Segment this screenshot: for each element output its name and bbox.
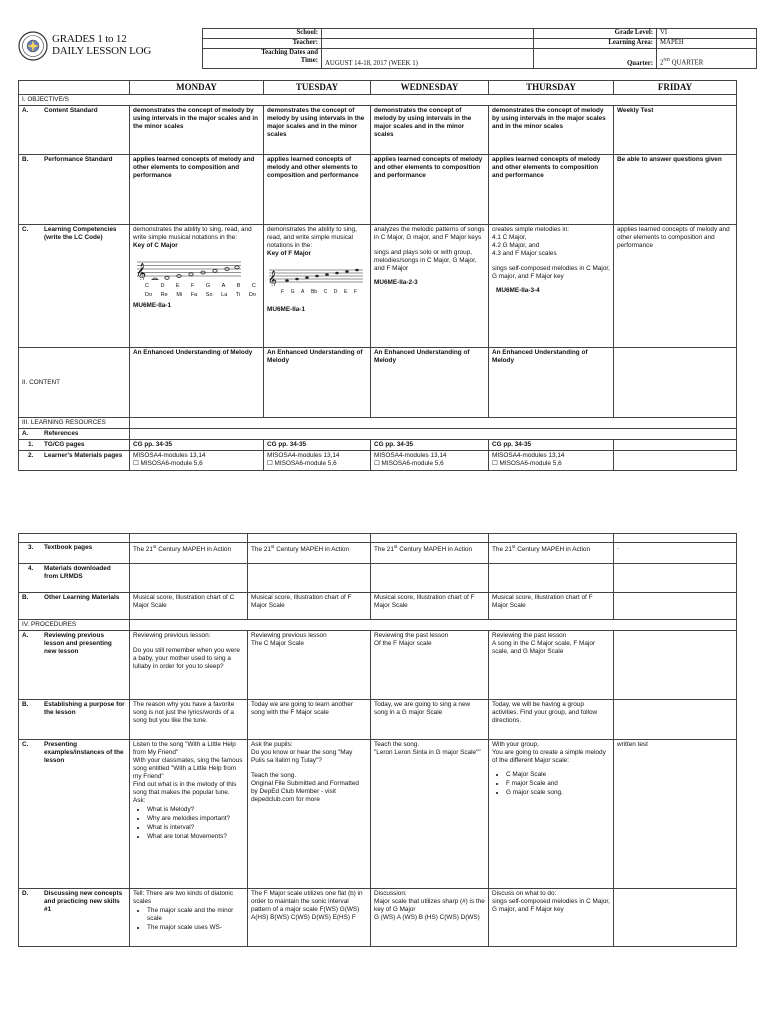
teacher-value[interactable] [322,39,534,49]
deped-seal-icon [18,31,48,61]
competencies-tuesday-key: Key of F Major [267,250,312,258]
log-title-line1: GRADES 1 to 12 [52,33,127,45]
f-note-3: A [301,289,305,296]
competencies-wednesday-text1: analyzes the melodic patterns of songs in C Major, G major, and F Major keys [374,226,485,242]
content-tuesday: An Enhanced Understanding of Melody [264,348,371,418]
content-wednesday: An Enhanced Understanding of Melody [371,348,489,418]
c-note-7: B [236,283,241,290]
competencies-monday-key: Key of C Major [133,242,178,250]
textbook-wednesday-sup: st [393,544,398,549]
tg-text: TG/CG pages [44,441,85,449]
other-materials-num: B. [22,594,29,601]
procedures-heading: IV. PROCEDURES [19,620,130,631]
grade-level-value[interactable]: VI [657,29,757,39]
continued-blank-4 [371,534,489,543]
textbook-friday: . [614,543,737,564]
review-tuesday-2: The C Major Scale [251,640,304,647]
review-tuesday-1: Reviewing previous lesson [251,632,327,639]
purpose-num: B. [22,701,29,708]
solfege-1: Do [145,292,153,299]
page-header [18,28,738,73]
examples-num: C. [22,741,29,748]
examples-tuesday-1: Ask the pupils: [251,741,293,748]
tg-label [19,440,130,451]
thu-item-2: 4.2 G Major, and [492,242,540,250]
solfege-6: La [221,292,228,299]
competencies-tuesday-code: MU6ME-IIa-1 [267,305,305,313]
purpose-text: Establishing a purpose for the lesson [44,701,125,716]
lm-thursday-line1: MISOSA4-modules 13,14 [492,452,565,460]
bullet-box-icon: ☐ [133,460,141,468]
textbook-tuesday-post: Century MAPEH in Action [274,546,350,554]
lrmds-thursday [489,564,614,593]
continued-blank-3 [248,534,371,543]
examples-wednesday-2: "Leron Leron Sinta in G major Scale"" [374,749,481,756]
tg-wednesday: CG pp. 34-35 [371,440,489,451]
examples-tuesday-4: Original File Submitted and Formatted by DepEd Club Member - visit depedclub.com for more [251,780,359,803]
day-header-monday: MONDAY [130,81,264,95]
header-info-table [202,28,757,69]
quarter-num: 2 [660,59,664,67]
textbook-wednesday-pre: The 21 [374,546,394,554]
f-major-note-names [267,289,367,295]
competencies-num: C. [22,226,29,234]
review-wednesday-1: Reviewing the past lesson [374,632,449,639]
discuss-text: Discussing new concepts and practicing new skills #1 [44,890,123,913]
examples-monday-3: Find out what is in the melody of this song that makes the popular tune. [133,781,237,796]
day-header-thursday: THURSDAY [489,81,614,95]
references-label [19,429,130,440]
examples-text: Presenting examples/instances of the lesson [44,741,124,764]
tg-tuesday: CG pp. 34-35 [264,440,371,451]
performance-standard-monday: applies learned concepts of melody and other elements to composition and performance [130,155,264,225]
purpose-monday: The reason why you have a favorite song is not just the lyrics/words of a song but you like the tune. [130,700,248,740]
learning-area-label: Learning Area: [534,39,657,49]
other-materials-tuesday: Musical score, Illustration chart of F Major Scale [248,593,371,620]
svg-text:𝄞: 𝄞 [268,270,277,287]
references-blank [130,429,737,440]
bullet-box-icon: ☐ [267,460,275,468]
examples-monday-2: With your classmates, sing the famous song entitled "With a Little Help from my Friend" [133,757,243,780]
objectives-heading: I. OBJECTIVE/S [19,95,737,106]
log-title-line2: DAILY LESSON LOG [52,45,152,57]
lm-num: 2. [28,452,34,460]
lm-wednesday [371,451,489,471]
quarter-value[interactable] [657,49,757,69]
competencies-wednesday-code: MU6ME-IIa-2-3 [374,279,418,287]
resources-heading-blank [130,418,737,429]
f-note-6: D [333,289,338,296]
examples-monday-1: Listen to the song "With a Little Help from My Friend" [133,741,236,756]
competencies-thursday-text2: sings self-composed melodies in C Major, G major, and F Major key [492,265,610,281]
quarter-label: Quarter: [534,49,657,69]
purpose-thursday: Today, we will be having a group activities. Find your group, and follow directions. [489,700,614,740]
discuss-wednesday-3: G (WS) A (WS) B (HS) C(WS) D(WS) [374,914,480,921]
textbook-wednesday [371,543,489,564]
lrmds-label [19,564,130,593]
examples-tuesday-2: Do you know or hear the song "May Pulis sa Ilalim ng Tulay"? [251,749,353,764]
examples-thursday-list [492,771,610,797]
textbook-thursday-post: Century MAPEH in Action [515,546,591,554]
review-label [19,631,130,700]
textbook-thursday [489,543,614,564]
competencies-thursday-text: creates simple melodies in: [492,226,570,234]
list-item: • Why are melodies important? [147,815,244,823]
c-note-1: C [145,283,149,290]
c-note-8: C [251,283,256,290]
log-title [52,33,151,57]
quarter-sup: ND [663,57,670,63]
review-thursday [489,631,614,700]
teaching-dates-label-line1: Teaching Dates and [261,49,318,56]
competencies-thursday-code: MU6ME-IIa-3-4 [496,287,540,295]
lm-tuesday-line1: MISOSA4-modules 13,14 [267,452,340,460]
competencies-tuesday [264,225,371,348]
solfege-7: Ti [235,292,241,299]
review-num: A. [22,632,29,639]
day-header-tuesday: TUESDAY [264,81,371,95]
other-materials-text: Other Learning Materials [44,594,120,601]
review-tuesday [248,631,371,700]
teacher-label: Teacher: [203,39,322,49]
discuss-tuesday: The F Major scale utilizes one flat (b) in order to maintain the sonic interval pattern of a major scale F(WS) G(WS) A(HS) B(WS) C(WS) D(WS) E(HS) F [248,889,371,947]
examples-tuesday [248,740,371,889]
performance-standard-friday: Be able to answer questions given [614,155,737,225]
school-value[interactable] [322,29,534,39]
lrmds-tuesday [248,564,371,593]
discuss-monday-list [133,907,244,932]
lm-wednesday-line1: MISOSA4-modules 13,14 [374,452,447,460]
content-friday [614,348,737,418]
discuss-thursday-2: sings self-composed melodies in C Major, G major, and F Major key [492,898,610,913]
tg-num: 1. [28,441,34,449]
discuss-num: D. [22,890,29,897]
discuss-wednesday-1: Discussion: [374,890,407,897]
lm-wednesday-line2 [374,460,485,468]
svg-text:𝄞: 𝄞 [136,263,147,281]
purpose-label [19,700,130,740]
examples-label [19,740,130,889]
textbook-monday-pre: The 21 [133,546,153,554]
examples-thursday [489,740,614,889]
c-note-3: E [175,283,180,290]
content-standard-tuesday: demonstrates the concept of melody by using intervals in the major scales and in the minor scales [264,106,371,155]
review-wednesday [371,631,489,700]
performance-standard-tuesday: applies learned concepts of melody and other elements to composition and performance [264,155,371,225]
continued-blank-2 [130,534,248,543]
performance-standard-thursday: applies learned concepts of melody and other elements to composition and performance [489,155,614,225]
other-materials-label [19,593,130,620]
list-item: • F major Scale and [506,780,610,788]
c-note-2: D [160,283,165,290]
content-standard-text: Content Standard [44,107,98,115]
bullet-box-icon: ☐ [492,460,500,468]
day-header-wednesday: WEDNESDAY [371,81,489,95]
review-text: Reviewing previous lesson and presenting new lesson [44,632,112,655]
purpose-wednesday: Today, we are going to sing a new song in a G major Scale [371,700,489,740]
performance-standard-wednesday: applies learned concepts of melody and other elements to composition and performance [371,155,489,225]
competencies-wednesday [371,225,489,348]
discuss-wednesday [371,889,489,947]
f-note-1: F [281,289,285,296]
textbook-monday-sup: st [152,544,157,549]
textbook-tuesday [248,543,371,564]
f-note-8: F [353,289,357,296]
textbook-monday-post: Century MAPEH in Action [156,546,232,554]
c-note-6: A [221,283,226,290]
teaching-dates-label [203,49,322,69]
examples-wednesday [371,740,489,889]
review-monday-2: Do you still remember when you were a baby, your mother used to sing a lullaby in order for you to sleep? [133,647,240,670]
textbook-num: 3. [28,544,34,551]
lm-monday-line2 [133,460,260,468]
content-standard-num: A. [22,107,29,115]
day-header-friday: FRIDAY [614,81,737,95]
discuss-friday [614,889,737,947]
competencies-tuesday-text: demonstrates the ability to sing, read, and write simple musical notations in the: [267,226,357,250]
f-note-5: C [323,289,328,296]
c-major-solfege [133,292,260,299]
lm-tuesday [264,451,371,471]
competencies-friday: applies learned concepts of melody and other elements to composition and performance [614,225,737,348]
other-materials-wednesday: Musical score, Illustration chart of F Major Scale [371,593,489,620]
review-monday-1: Reviewing previous lesson: [133,632,211,639]
f-note-4: Bb [310,289,318,296]
discuss-thursday-1: Discuss on what to do: [492,890,557,897]
examples-monday-list [133,806,244,841]
list-item: • C Major Scale [506,771,610,779]
examples-tuesday-3: Teach the song. [251,772,297,779]
content-standard-label [19,106,130,155]
competencies-monday-text: demonstrates the ability to sing, read, and write simple musical notations in the: [133,226,252,242]
textbook-label [19,543,130,564]
content-standard-thursday: demonstrates the concept of melody by using intervals in the major scales and in the minor scales [489,106,614,155]
textbook-wednesday-post: Century MAPEH in Action [397,546,473,554]
teaching-dates-label-line2: Time: [300,57,318,65]
textbook-monday [130,543,248,564]
lm-label [19,451,130,471]
performance-standard-text: Performance Standard [44,156,113,164]
textbook-tuesday-pre: The 21 [251,546,271,554]
c-major-note-names [133,283,260,290]
other-materials-thursday: Musical score, Illustration chart of F Major Scale [489,593,614,620]
list-item: • What is Melody? [147,806,244,814]
examples-monday [130,740,248,889]
lrmds-wednesday [371,564,489,593]
performance-standard-label [19,155,130,225]
c-note-4: F [191,283,195,290]
lrmds-friday [614,564,737,593]
school-label: School: [203,29,322,39]
competencies-text: Learning Competencies (write the LC Code) [44,226,117,242]
solfege-2: Re [160,292,168,299]
list-item: • What is interval? [147,824,244,832]
list-item: • G major scale song. [506,789,610,797]
continued-blank-1 [19,534,130,543]
content-standard-wednesday: demonstrates the concept of melody by using intervals in the major scales and in the minor scales [371,106,489,155]
examples-wednesday-1: Teach the song. [374,741,420,748]
purpose-friday [614,700,737,740]
list-item: • The major scale and the minor scale [147,907,244,923]
competencies-monday-code: MU6ME-IIa-1 [133,302,171,309]
lrmds-monday [130,564,248,593]
f-note-2: G [290,289,295,296]
lm-tuesday-line2-text: MISOSA6-module 5,6 [274,460,337,468]
lm-wednesday-line2-text: MISOSA6-module 5,6 [381,460,444,468]
competencies-wednesday-text2: sings and plays solo or with group, melodies/songs in C Major, G Major, and F Major [374,249,477,273]
competencies-label [19,225,130,348]
lm-monday-line1: MISOSA4-modules 13,14 [133,452,206,460]
review-thursday-1: Reviewing the past lesson [492,632,567,639]
textbook-text: Textbook pages [44,544,93,551]
discuss-monday [130,889,248,947]
thu-item-3: 4.3 and F Major scales [492,250,557,258]
references-text: References [44,430,79,438]
competencies-thursday [489,225,614,348]
bullet-box-icon: ☐ [374,460,382,468]
lm-monday [130,451,264,471]
grade-level-label: Grade Level: [534,29,657,39]
resources-heading: III. LEARNING RESOURCES [19,418,130,429]
textbook-thursday-pre: The 21 [492,546,512,554]
lm-thursday [489,451,614,471]
other-materials-monday: Musical score, Illustration chart of C Major Scale [130,593,248,620]
tg-friday [614,440,737,451]
day-header-blank [19,81,130,95]
list-item: • The major scale uses WS- [147,924,244,932]
discuss-wednesday-2: Major scale that utilizes sharp (#) is the key of G Major [374,898,485,913]
review-friday [614,631,737,700]
continued-blank-5 [489,534,614,543]
review-thursday-2: A song in the C Major scale, F Major scale, and G Major Scale [492,640,596,655]
examples-thursday-1: With your group, [492,741,539,748]
lesson-log-table [18,80,737,471]
lm-tuesday-line2 [267,460,367,468]
discuss-label [19,889,130,947]
review-wednesday-2: Of the F Major scale [374,640,432,647]
f-note-7: E [343,289,348,296]
competencies-monday [130,225,264,348]
discuss-thursday [489,889,614,947]
solfege-3: Mi [176,292,183,299]
textbook-tuesday-sup: st [270,544,275,549]
thu-item-1: 4.1 C Major, [492,234,527,242]
lm-monday-line2-text: MISOSA6-module 5,6 [140,460,203,468]
continued-blank-6 [614,534,737,543]
content-thursday: An Enhanced Understanding of Melody [489,348,614,418]
review-monday [130,631,248,700]
content-standard-monday: demonstrates the concept of melody by using intervals in the major scales and in the minor scales [130,106,264,155]
c-major-staff-icon [133,258,243,280]
teaching-dates-value[interactable]: AUGUST 14-18, 2017 (WEEK 1) [322,49,534,69]
quarter-rest: QUARTER [669,59,704,67]
lesson-log-table-continued [18,533,737,947]
solfege-4: Fa [190,292,198,299]
solfege-5: So [205,292,213,299]
content-standard-friday: Weekly Test [614,106,737,155]
procedures-heading-blank [130,620,737,631]
other-materials-friday [614,593,737,620]
lrmds-num: 4. [28,565,34,572]
tg-thursday: CG pp. 34-35 [489,440,614,451]
purpose-tuesday: Today we are going to learn another song with the F Major scale [248,700,371,740]
lm-thursday-line2 [492,460,610,468]
references-num: A. [22,430,29,438]
lrmds-text: Materials downloaded from LRMDS [44,565,111,580]
c-note-5: G [205,283,211,290]
lm-thursday-line2-text: MISOSA6-module 5,6 [499,460,562,468]
content-monday: An Enhanced Understanding of Melody [130,348,264,418]
lm-friday [614,451,737,471]
examples-thursday-2: You are going to create a simple melody of the different Major scale: [492,749,606,764]
examples-monday-4: Ask: [133,797,146,804]
performance-standard-num: B. [22,156,29,164]
examples-friday: written test [614,740,737,889]
textbook-thursday-sup: st [511,544,516,549]
tg-monday: CG pp. 34-35 [130,440,264,451]
learning-area-value[interactable]: MAPEH [657,39,757,49]
lm-text: Learner's Materials pages [44,452,123,460]
f-major-staff-icon [267,266,365,286]
content-heading: II. CONTENT [19,348,130,418]
discuss-monday-1: Tell: There are two kinds of diatonic scales [133,890,234,905]
list-item: • What are tonal Movements? [147,833,244,841]
solfege-8: Do [248,292,256,299]
